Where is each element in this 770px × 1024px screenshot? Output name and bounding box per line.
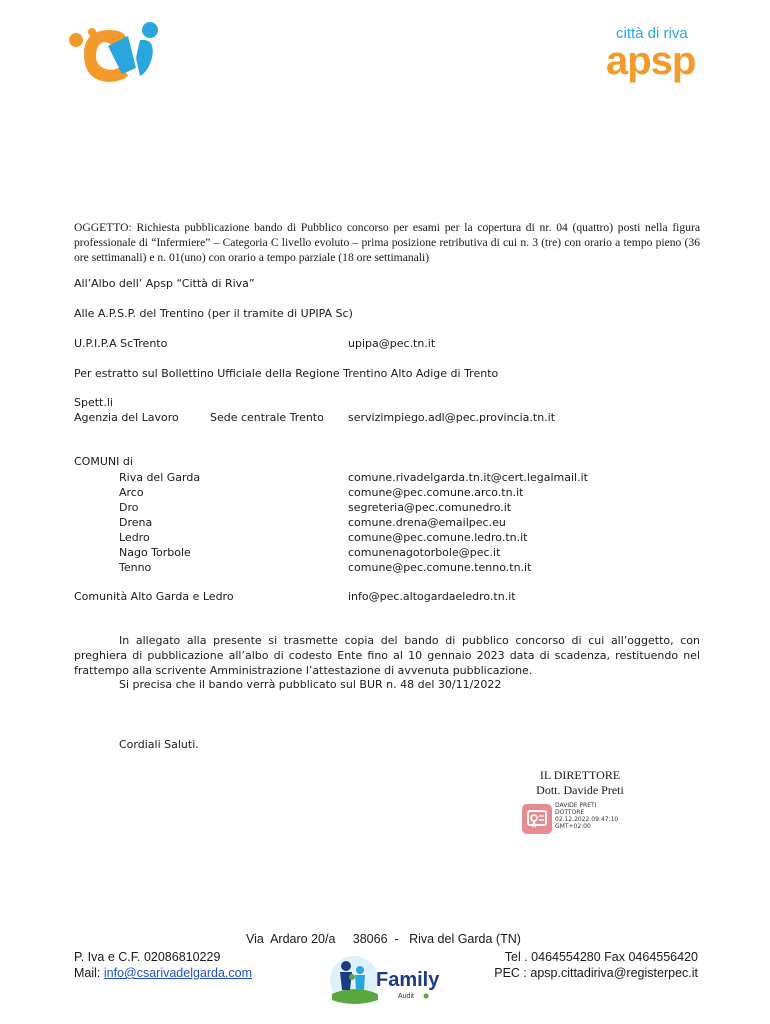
subject-paragraph: OGGETTO: Richiesta pubblicazione bando di Pubblico concorso per esami per la copertura di nr. 04 (quattro) posti nella figura professionale di “Infermiere” – Categoria C livello evoluto – prima posizione retributiva di cui n. 3 (tre) con orario a tempo pieno (36 ore settimanali) e n. 01(uno) con orario a tempo parziale (18 ore settimanali) xyxy=(74,221,700,264)
comune-email: comune@pec.comune.arco.tn.it xyxy=(348,486,524,499)
logo-word: apsp xyxy=(606,39,696,83)
signature-title: IL DIRETTORE xyxy=(539,768,621,782)
letter-body xyxy=(74,634,700,693)
digital-signature-text xyxy=(555,802,618,830)
recipient-upipa: U.P.I.P.A ScTrento xyxy=(74,337,168,350)
body-paragraph-1: In allegato alla presente si trasmette copia del bando di pubblico concorso di cui all’oggetto, con preghiera di pubblicazione all’albo di codesto Ente fino al 10 gennaio 2023 data di scadenza, restituendo nel frattempo alla scrivente Amministrazione l’attestazione di avvenuta pubblicazione. xyxy=(74,634,700,677)
recipient-apsp-trentino: Alle A.P.S.P. del Trentino (per il tramite di UPIPA Sc) xyxy=(74,307,353,320)
comune-email: comunenagotorbole@pec.it xyxy=(348,546,501,559)
sig-line: DAVIDE PRETI xyxy=(555,802,597,809)
comune-name: Tenno xyxy=(119,561,152,574)
sig-line: 02.12.2022 09:47:10 xyxy=(555,816,619,823)
list-item xyxy=(0,471,770,486)
list-item xyxy=(0,531,770,546)
comune-name: Drena xyxy=(119,516,153,529)
comune-name: Riva del Garda xyxy=(119,471,201,484)
signature-block xyxy=(480,768,680,798)
comuni-list xyxy=(0,471,770,581)
signature-name: Dott. Davide Preti xyxy=(536,783,624,797)
recipient-albo: All’Albo dell’ Apsp “Città di Riva” xyxy=(74,277,255,290)
comune-email: comune@pec.comune.ledro.tn.it xyxy=(348,531,528,544)
family-audit-logo xyxy=(328,950,444,1006)
comune-email: segreteria@pec.comunedro.it xyxy=(348,501,512,514)
comune-email: comune@pec.comune.tenno.tn.it xyxy=(348,561,532,574)
agenzia-sede: Sede centrale Trento xyxy=(210,411,324,424)
footer-address: Via Ardaro 20/a 38066 - Riva del Garda (TN) xyxy=(246,932,521,946)
footer-pec: PEC : apsp.cittadiriva@registerpec.it xyxy=(494,966,698,980)
logo-tagline: città di riva xyxy=(616,25,688,42)
footer-mail xyxy=(74,966,252,980)
comuni-label: COMUNI di xyxy=(74,455,133,468)
list-item xyxy=(0,546,770,561)
comunita-email: info@pec.altogardaeledro.tn.it xyxy=(348,590,516,603)
comune-name: Nago Torbole xyxy=(119,546,191,559)
comune-name: Arco xyxy=(119,486,144,499)
family-logo-sub: Audit xyxy=(398,993,414,1000)
closing-greeting: Cordiali Saluti. xyxy=(119,738,199,751)
recipient-spett: Spett.li xyxy=(74,396,113,409)
list-item xyxy=(0,516,770,531)
comune-email: comune.rivadelgarda.tn.it@cert.legalmail.it xyxy=(348,471,588,484)
list-item xyxy=(0,501,770,516)
certificate-icon xyxy=(522,804,552,834)
digital-signature-stamp xyxy=(522,802,642,836)
family-logo-word: Family xyxy=(376,969,440,991)
recipient-comunita: Comunità Alto Garda e Ledro xyxy=(74,590,234,603)
apsp-symbol-logo xyxy=(66,18,160,82)
comune-email: comune.drena@emailpec.eu xyxy=(348,516,506,529)
footer-tel: Tel . 0464554280 Fax 0464556420 xyxy=(504,950,698,964)
comune-name: Dro xyxy=(119,501,139,514)
recipient-bollettino: Per estratto sul Bollettino Ufficiale della Regione Trentino Alto Adige di Trento xyxy=(74,367,499,380)
citta-di-riva-apsp-logo xyxy=(604,22,716,86)
sig-line: GMT+02:00 xyxy=(555,823,591,830)
footer-mail-link[interactable]: info@csarivadelgarda.com xyxy=(103,966,253,980)
comune-name: Ledro xyxy=(119,531,150,544)
sig-line: DOTTORE xyxy=(555,809,585,816)
footer-mail-label: Mail: xyxy=(74,966,104,980)
list-item xyxy=(0,486,770,501)
body-paragraph-2: Si precisa che il bando verrà pubblicato sul BUR n. 48 del 30/11/2022 xyxy=(119,678,502,692)
footer-piva: P. Iva e C.F. 02086810229 xyxy=(74,950,221,964)
upipa-email: upipa@pec.tn.it xyxy=(348,337,436,350)
recipient-agenzia: Agenzia del Lavoro xyxy=(74,411,179,424)
agenzia-email: servizimpiego.adl@pec.provincia.tn.it xyxy=(348,411,556,424)
list-item xyxy=(0,561,770,576)
